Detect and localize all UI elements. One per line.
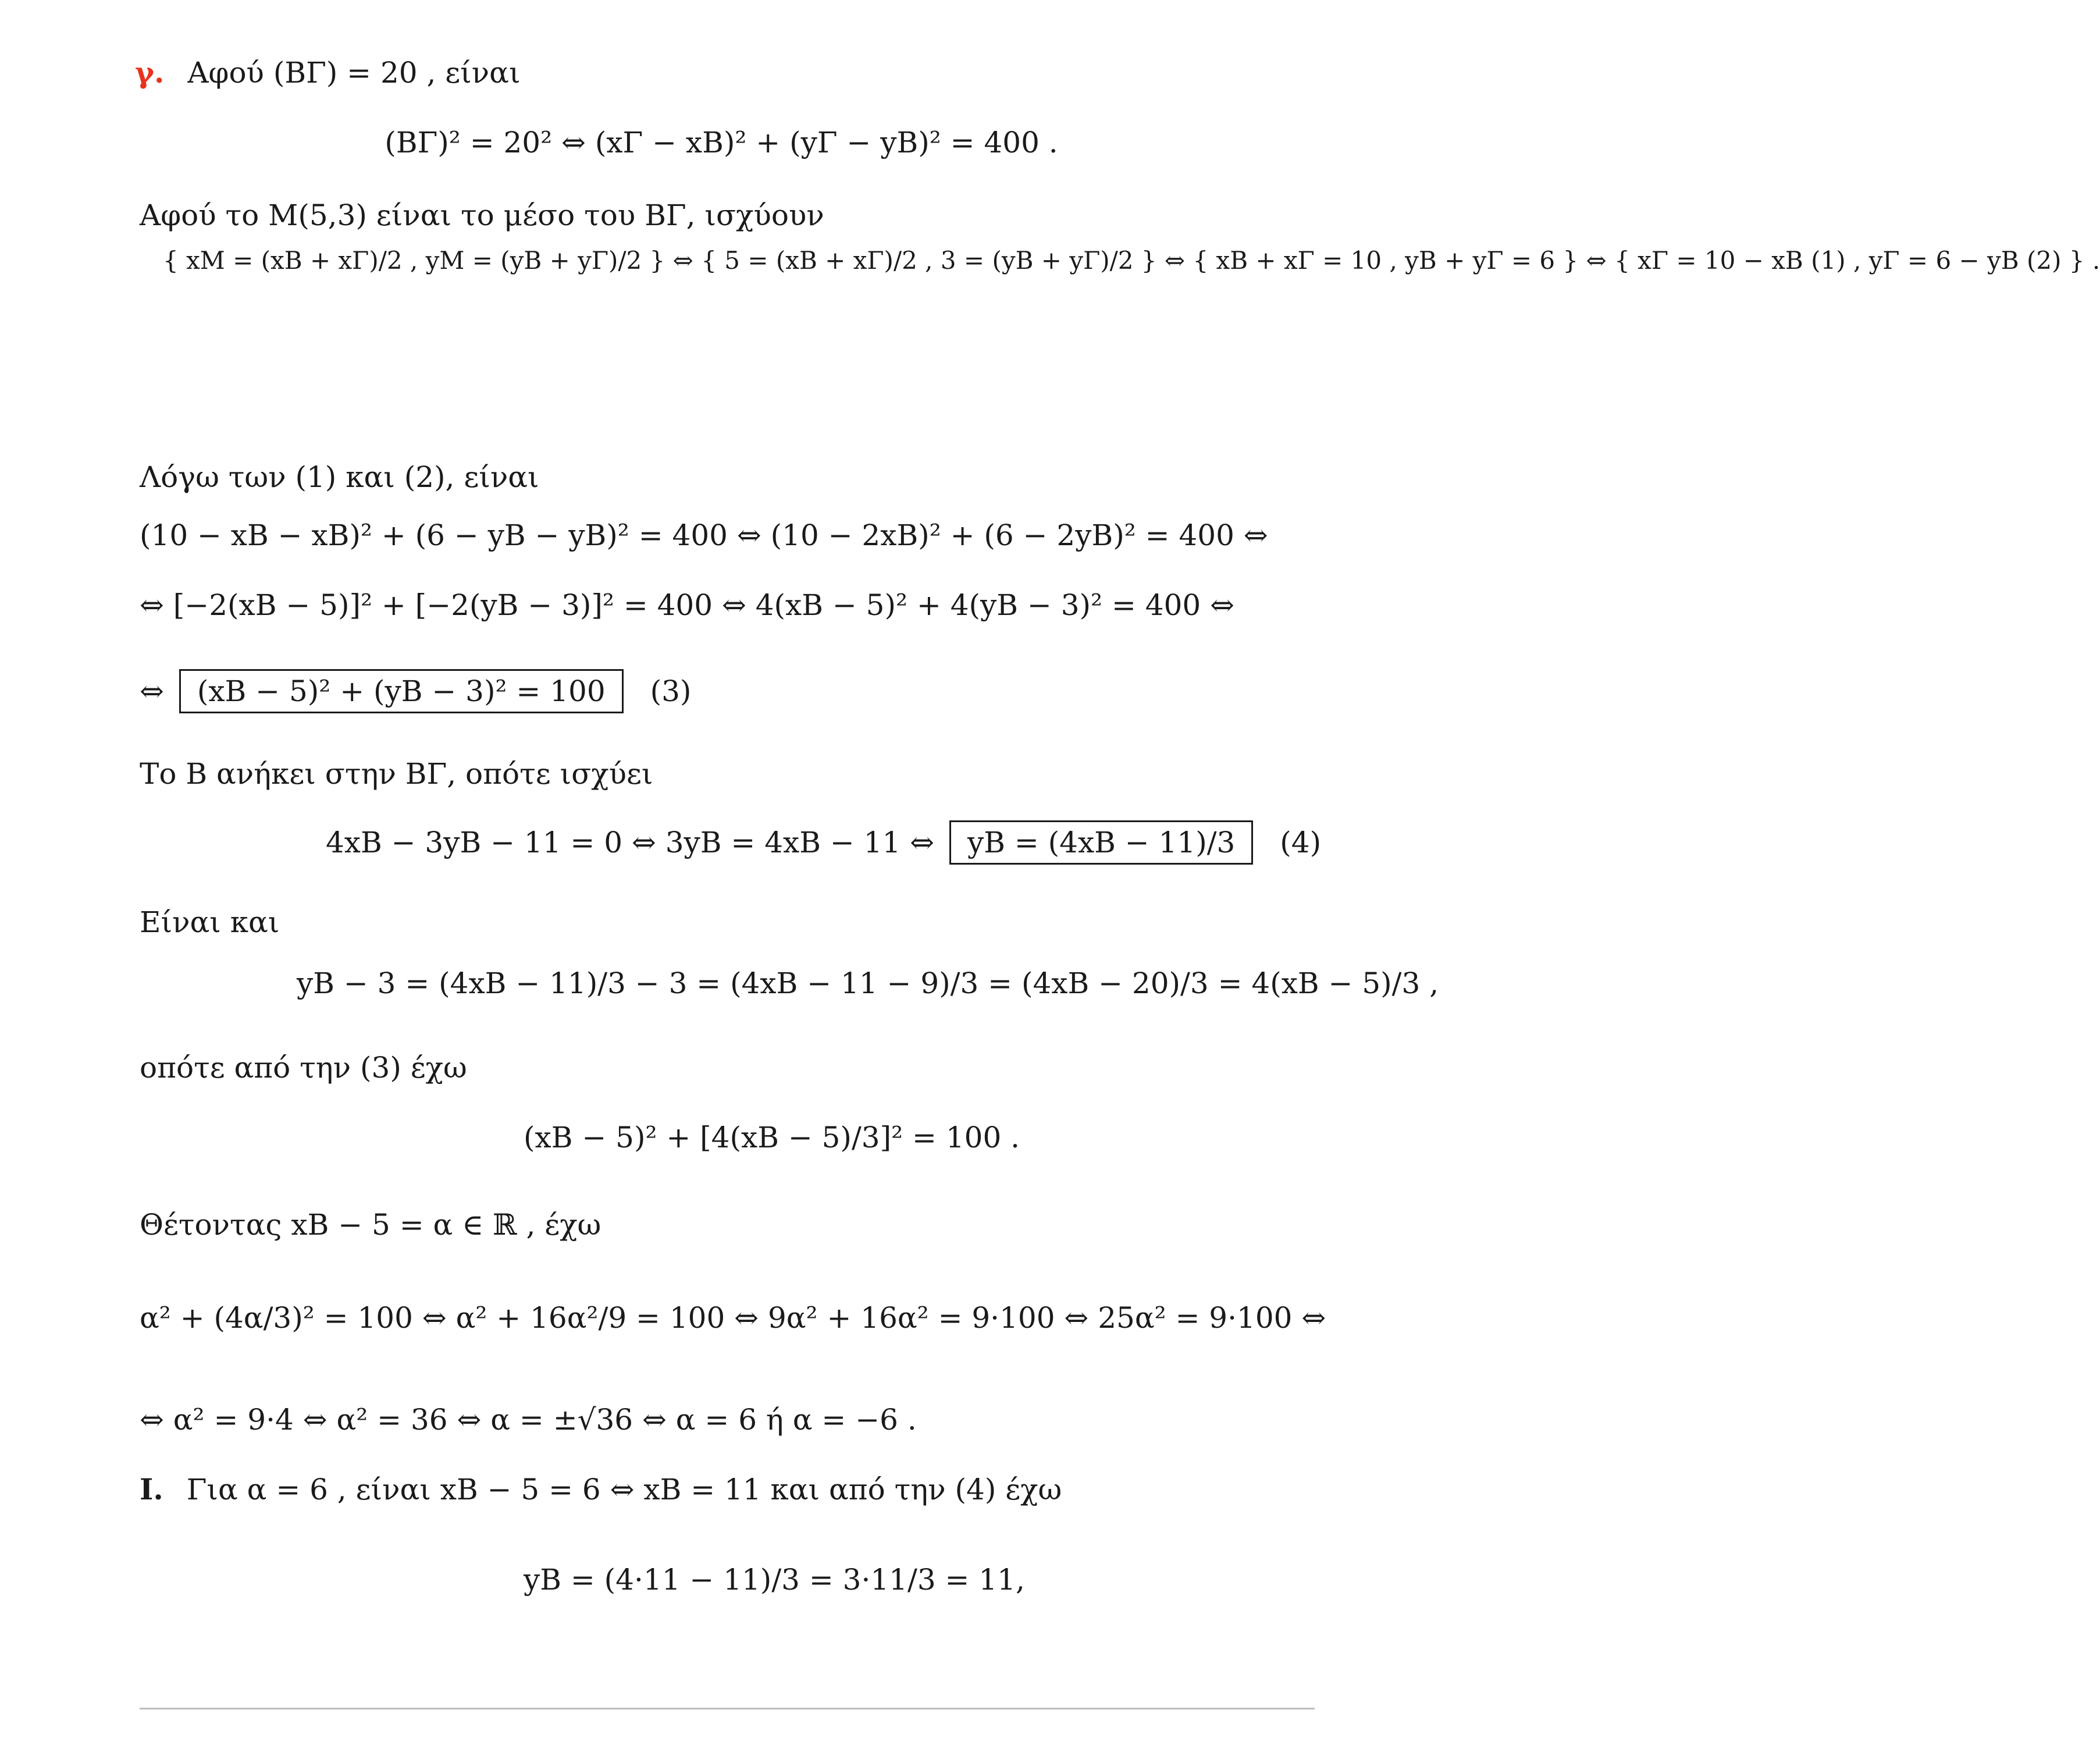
equation-tag: (4)	[1280, 826, 1322, 859]
text-line: Αφού (ΒΓ) = 20 , είναι	[187, 56, 521, 90]
page-divider	[140, 1708, 1315, 1709]
equation: (xΒ − 5)² + [4(xΒ − 5)/3]² = 100 .	[524, 1121, 1020, 1154]
equation-tag: (3)	[650, 674, 692, 708]
case-label: I.	[140, 1472, 163, 1506]
equation-system-text: { xM = (xΒ + xΓ)/2 , yM = (yΒ + yΓ)/2 } ⇔ { 5 = (xΒ + xΓ)/2 , 3 = (yΒ + yΓ)/2 } ⇔ { xΒ + xΓ = 10 , yΒ + yΓ = 6 } ⇔ { xΓ = 10 − xΒ (1) , yΓ = 6 − yΒ (2) } .	[163, 246, 2100, 275]
boxed-result: (xΒ − 5)² + (yΒ − 3)² = 100	[179, 669, 624, 713]
equation: yΒ − 3 = (4xΒ − 11)/3 − 3 = (4xΒ − 11 − 9)/3 = (4xΒ − 20)/3 = 4(xΒ − 5)/3 ,	[297, 966, 1439, 1000]
text-line: Λόγω των (1) και (2), είναι	[140, 460, 539, 494]
text-line: Το Β ανήκει στην ΒΓ, οπότε ισχύει	[140, 757, 653, 791]
equivalence-symbol: ⇔	[140, 674, 164, 708]
text-line: Είναι και	[140, 905, 280, 939]
equation-boxed	[326, 820, 1321, 865]
text-line: οπότε από την (3) έχω	[140, 1051, 467, 1085]
text-line: Θέτοντας xΒ − 5 = α ∈ ℝ , έχω	[140, 1208, 601, 1242]
boxed-result: yΒ = (4xΒ − 11)/3	[949, 820, 1253, 865]
equation: yΒ = (4·11 − 11)/3 = 3·11/3 = 11,	[524, 1563, 1025, 1597]
equation: α² + (4α/3)² = 100 ⇔ α² + 16α²/9 = 100 ⇔ 9α² + 16α² = 9·100 ⇔ 25α² = 9·100 ⇔	[140, 1301, 1326, 1335]
equation-system	[163, 244, 2100, 273]
case-heading	[140, 1472, 1062, 1506]
equation: (10 − xΒ − xΒ)² + (6 − yΒ − yΒ)² = 400 ⇔ (10 − 2xΒ)² + (6 − 2yΒ)² = 400 ⇔	[140, 518, 1268, 552]
text-line: Για α = 6 , είναι xΒ − 5 = 6 ⇔ xΒ = 11 και από την (4) έχω	[186, 1473, 1062, 1506]
section-heading-gamma	[135, 55, 521, 90]
equation-left: 4xΒ − 3yΒ − 11 = 0 ⇔ 3yΒ = 4xΒ − 11 ⇔	[326, 826, 935, 859]
equation: (ΒΓ)² = 20² ⇔ (xΓ − xΒ)² + (yΓ − yΒ)² = 400 .	[385, 126, 1058, 159]
section-label: γ.	[135, 55, 165, 90]
equation-boxed	[140, 669, 691, 713]
equation: ⇔ [−2(xΒ − 5)]² + [−2(yΒ − 3)]² = 400 ⇔ 4(xΒ − 5)² + 4(yΒ − 3)² = 400 ⇔	[140, 588, 1234, 622]
text-line: Αφού το M(5,3) είναι το μέσο του ΒΓ, ισχύουν	[140, 198, 824, 232]
equation: ⇔ α² = 9·4 ⇔ α² = 36 ⇔ α = ±√36 ⇔ α = 6 ή α = −6 .	[140, 1403, 917, 1437]
